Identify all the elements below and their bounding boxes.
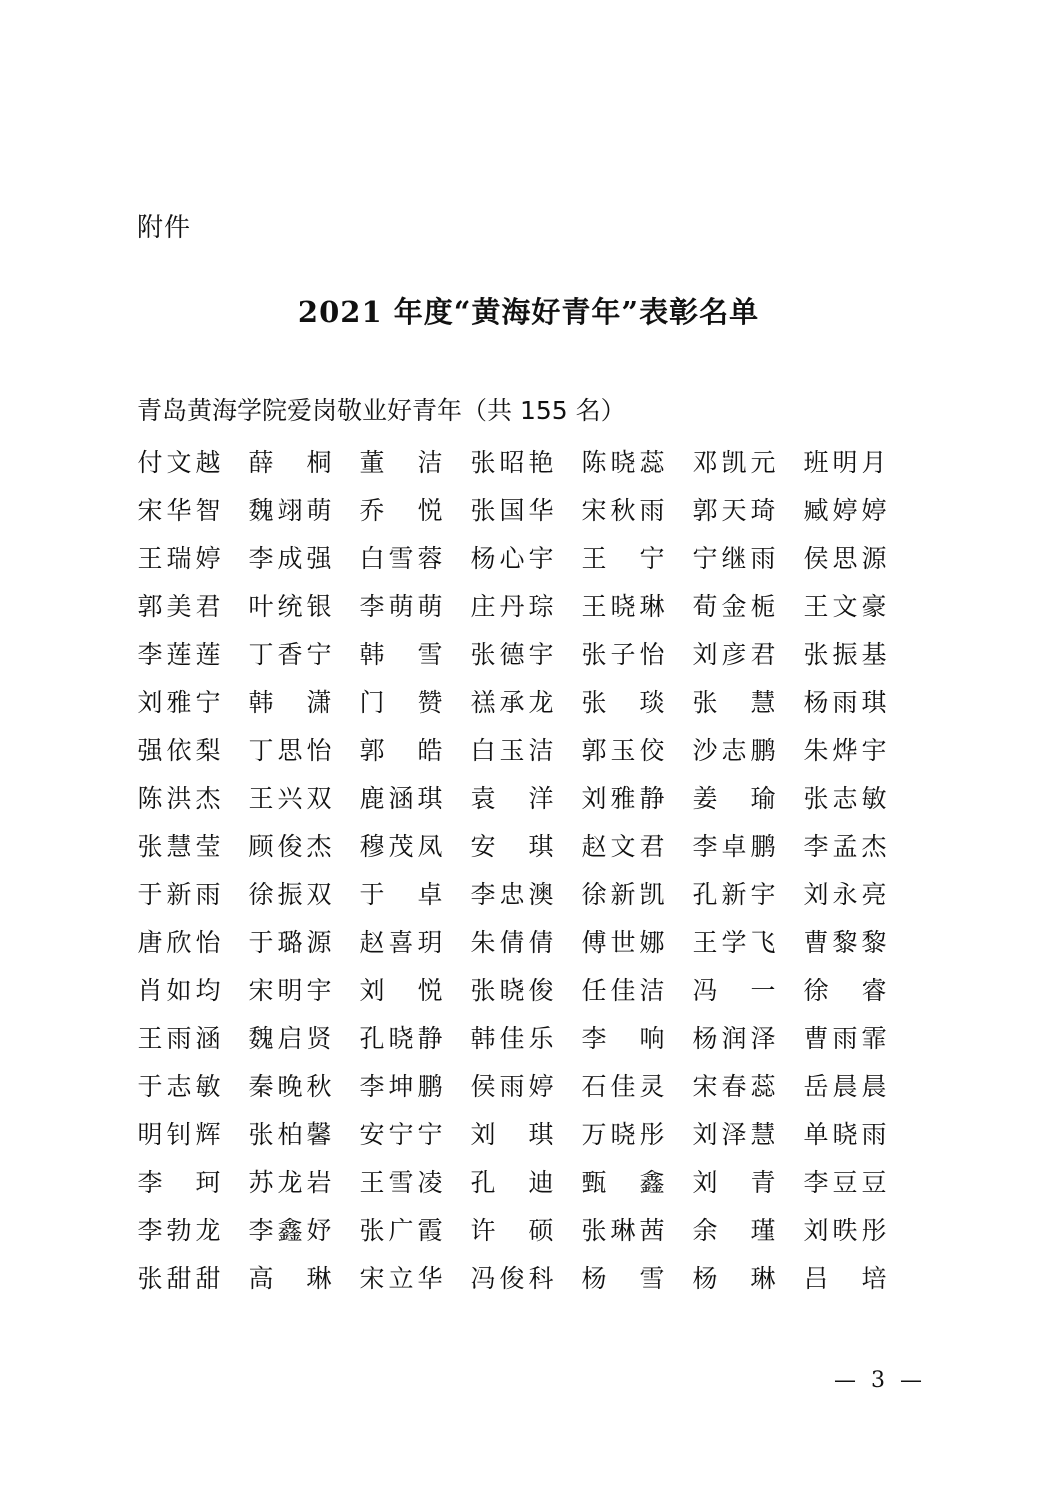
honoree-name: 张 德 宇	[470, 640, 554, 669]
section-heading: 青岛黄海学院爱岗敬业好青年（共 155 名）	[137, 396, 626, 425]
honoree-name: 李 忠 澳	[470, 880, 554, 909]
honoree-name: 冯 一	[692, 976, 776, 1005]
honoree-name: 禚 承 龙	[470, 688, 554, 717]
honoree-name: 侯 思 源	[803, 544, 887, 573]
honoree-name: 刘 青	[692, 1168, 776, 1197]
honoree-name: 赵 喜 玥	[359, 928, 443, 957]
honoree-name: 韩 潇	[248, 688, 332, 717]
honoree-name: 刘 雅 静	[581, 784, 665, 813]
honoree-name: 苏 龙 岩	[248, 1168, 332, 1197]
honoree-name: 张 慧 莹	[137, 832, 221, 861]
honoree-name: 杨 雪	[581, 1264, 665, 1293]
honoree-name: 王 瑞 婷	[137, 544, 221, 573]
honoree-name: 杨 琳	[692, 1264, 776, 1293]
honoree-name: 王 兴 双	[248, 784, 332, 813]
honoree-name: 宋 立 华	[359, 1264, 443, 1293]
honoree-name: 于 志 敏	[137, 1072, 221, 1101]
honoree-name: 顾 俊 杰	[248, 832, 332, 861]
honoree-name: 董 洁	[359, 448, 443, 477]
attachment-label: 附件	[137, 213, 192, 243]
honoree-name: 秦 晚 秋	[248, 1072, 332, 1101]
honoree-name: 张 琰	[581, 688, 665, 717]
honoree-name: 孔 新 宇	[692, 880, 776, 909]
honoree-name: 冯 俊 科	[470, 1264, 554, 1293]
honoree-name: 丁 思 怡	[248, 736, 332, 765]
honoree-name: 张 柏 馨	[248, 1120, 332, 1149]
honoree-name: 张 志 敏	[803, 784, 887, 813]
honoree-name: 王 晓 琳	[581, 592, 665, 621]
honoree-name: 张 子 怡	[581, 640, 665, 669]
honoree-name: 穆 茂 凤	[359, 832, 443, 861]
honoree-name: 孔 迪	[470, 1168, 554, 1197]
honoree-name: 朱 倩 倩	[470, 928, 554, 957]
honoree-name: 杨 润 泽	[692, 1024, 776, 1053]
honoree-name: 许 硕	[470, 1216, 554, 1245]
honoree-name: 张 琳 茜	[581, 1216, 665, 1245]
honoree-name: 袁 洋	[470, 784, 554, 813]
honoree-name: 安 宁 宁	[359, 1120, 443, 1149]
honoree-name: 吕 培	[803, 1264, 887, 1293]
honoree-name: 强 依 梨	[137, 736, 221, 765]
honoree-name: 李 鑫 妤	[248, 1216, 332, 1245]
honoree-name: 门 赞	[359, 688, 443, 717]
honoree-name: 李 珂	[137, 1168, 221, 1197]
honoree-name: 邓 凯 元	[692, 448, 776, 477]
honoree-name: 陈 洪 杰	[137, 784, 221, 813]
honoree-name: 张 广 霞	[359, 1216, 443, 1245]
honoree-name: 宁 继 雨	[692, 544, 776, 573]
honoree-name: 姜 瑜	[692, 784, 776, 813]
honoree-name: 丁 香 宁	[248, 640, 332, 669]
honoree-name: 傅 世 娜	[581, 928, 665, 957]
honoree-name: 陈 晓 蕊	[581, 448, 665, 477]
honoree-name: 李 响	[581, 1024, 665, 1053]
honoree-name: 张 国 华	[470, 496, 554, 525]
honoree-name: 付 文 越	[137, 448, 221, 477]
honoree-name: 万 晓 彤	[581, 1120, 665, 1149]
honoree-name: 张 晓 俊	[470, 976, 554, 1005]
honoree-name: 岳 晨 晨	[803, 1072, 887, 1101]
honoree-name: 朱 烨 宇	[803, 736, 887, 765]
honoree-name: 韩 雪	[359, 640, 443, 669]
honoree-name: 王 雪 凌	[359, 1168, 443, 1197]
honoree-name: 刘 雅 宁	[137, 688, 221, 717]
honoree-name: 郭 皓	[359, 736, 443, 765]
honoree-name: 郭 美 君	[137, 592, 221, 621]
honoree-name: 魏 启 贤	[248, 1024, 332, 1053]
honoree-name: 鹿 涵 琪	[359, 784, 443, 813]
honoree-name: 于 新 雨	[137, 880, 221, 909]
honoree-name: 刘 泽 慧	[692, 1120, 776, 1149]
honoree-name: 薛 桐	[248, 448, 332, 477]
honoree-name: 张 振 基	[803, 640, 887, 669]
honoree-name: 张 昭 艳	[470, 448, 554, 477]
honoree-name: 李 孟 杰	[803, 832, 887, 861]
names-grid	[137, 437, 927, 1301]
honoree-name: 李 卓 鹏	[692, 832, 776, 861]
honoree-name: 宋 春 蕊	[692, 1072, 776, 1101]
honoree-name: 郭 天 琦	[692, 496, 776, 525]
honoree-name: 李 成 强	[248, 544, 332, 573]
honoree-name: 余 瑾	[692, 1216, 776, 1245]
honoree-name: 安 琪	[470, 832, 554, 861]
honoree-name: 李 萌 萌	[359, 592, 443, 621]
honoree-name: 于 璐 源	[248, 928, 332, 957]
honoree-name: 张 甜 甜	[137, 1264, 221, 1293]
honoree-name: 沙 志 鹏	[692, 736, 776, 765]
honoree-name: 韩 佳 乐	[470, 1024, 554, 1053]
honoree-name: 任 佳 洁	[581, 976, 665, 1005]
honoree-name: 王 学 飞	[692, 928, 776, 957]
honoree-name: 单 晓 雨	[803, 1120, 887, 1149]
honoree-name: 曹 黎 黎	[803, 928, 887, 957]
honoree-name: 侯 雨 婷	[470, 1072, 554, 1101]
honoree-name: 刘 昳 彤	[803, 1216, 887, 1245]
honoree-name: 徐 新 凯	[581, 880, 665, 909]
honoree-name: 甄 鑫	[581, 1168, 665, 1197]
honoree-name: 唐 欣 怡	[137, 928, 221, 957]
honoree-name: 杨 雨 琪	[803, 688, 887, 717]
honoree-name: 肖 如 均	[137, 976, 221, 1005]
honoree-name: 魏 翊 萌	[248, 496, 332, 525]
honoree-name: 李 勃 龙	[137, 1216, 221, 1245]
honoree-name: 曹 雨 霏	[803, 1024, 887, 1053]
honoree-name: 王 文 豪	[803, 592, 887, 621]
honoree-name: 王 雨 涵	[137, 1024, 221, 1053]
page-number: — 3 —	[834, 1368, 926, 1393]
honoree-name: 臧 婷 婷	[803, 496, 887, 525]
honoree-name: 高 琳	[248, 1264, 332, 1293]
honoree-name: 徐 睿	[803, 976, 887, 1005]
honoree-name: 荀 金 栀	[692, 592, 776, 621]
honoree-name: 白 雪 蓉	[359, 544, 443, 573]
honoree-name: 刘 悦	[359, 976, 443, 1005]
honoree-name: 叶 统 银	[248, 592, 332, 621]
honoree-name: 庄 丹 琮	[470, 592, 554, 621]
honoree-name: 班 明 月	[803, 448, 887, 477]
honoree-name: 宋 华 智	[137, 496, 221, 525]
honoree-name: 宋 明 宇	[248, 976, 332, 1005]
honoree-name: 刘 琪	[470, 1120, 554, 1149]
honoree-name: 乔 悦	[359, 496, 443, 525]
honoree-name: 王 宁	[581, 544, 665, 573]
honoree-name: 宋 秋 雨	[581, 496, 665, 525]
honoree-name: 徐 振 双	[248, 880, 332, 909]
document-title: 2021 年度“黄海好青年”表彰名单	[297, 295, 760, 329]
honoree-name: 孔 晓 静	[359, 1024, 443, 1053]
honoree-name: 李 豆 豆	[803, 1168, 887, 1197]
honoree-name: 刘 彦 君	[692, 640, 776, 669]
honoree-name: 明 钊 辉	[137, 1120, 221, 1149]
honoree-name: 赵 文 君	[581, 832, 665, 861]
honoree-name: 于 卓	[359, 880, 443, 909]
honoree-name: 白 玉 洁	[470, 736, 554, 765]
honoree-name: 李 莲 莲	[137, 640, 221, 669]
honoree-name: 郭 玉 佼	[581, 736, 665, 765]
honoree-name: 张 慧	[692, 688, 776, 717]
honoree-name: 李 坤 鹏	[359, 1072, 443, 1101]
honoree-name: 刘 永 亮	[803, 880, 887, 909]
honoree-name: 杨 心 宇	[470, 544, 554, 573]
honoree-name: 石 佳 灵	[581, 1072, 665, 1101]
